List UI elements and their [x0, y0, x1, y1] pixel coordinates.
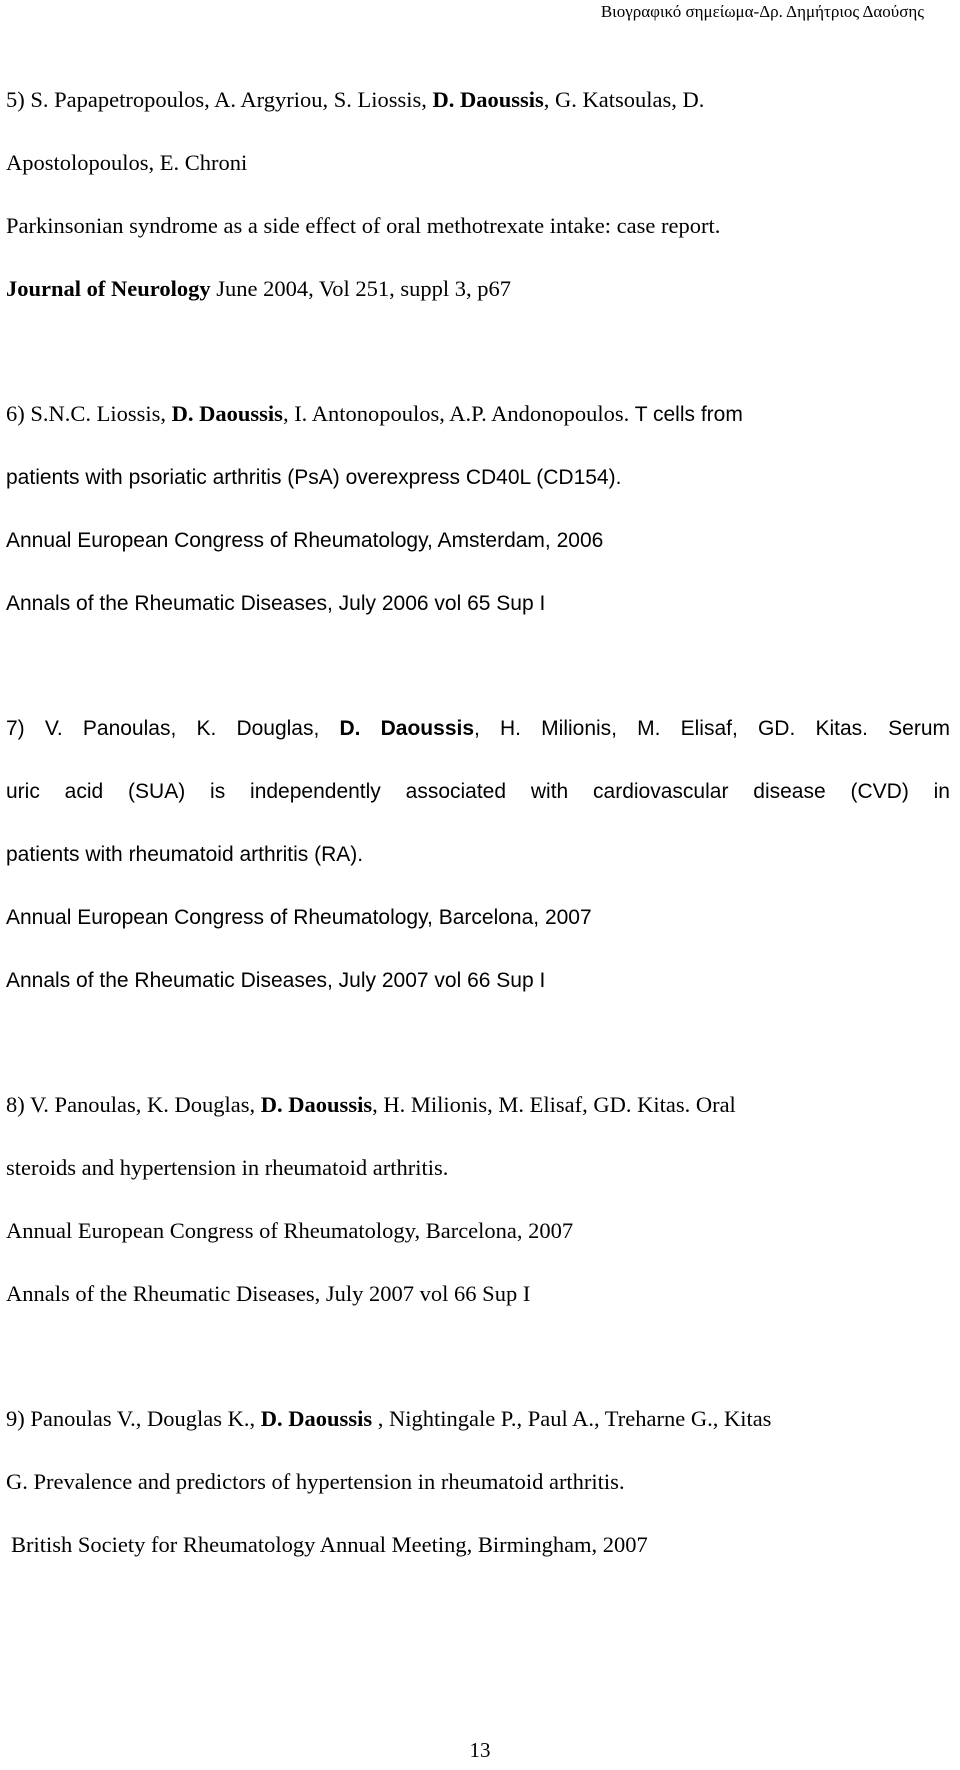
entry-line [6, 885, 950, 948]
publication-entry [6, 1073, 950, 1325]
entry-text: Annual European Congress of Rheumatology, Barcelona, 2007 [6, 1218, 574, 1243]
entry-text: 9) Panoulas V., Douglas K., [6, 1406, 261, 1431]
author-highlight: D. Daoussis [260, 1092, 373, 1117]
author-highlight: D. Daoussis [171, 401, 283, 426]
entry-text: , I. Antonopoulos, A.P. Andonopoulos. [282, 401, 630, 426]
entry-line [6, 696, 950, 759]
entry-text: 6) S.N.C. Liossis, [6, 401, 172, 426]
entry-line [6, 759, 950, 822]
entry-line [6, 1073, 950, 1136]
entry-text: Apostolopoulos, E. Chroni [6, 150, 248, 175]
entry-text: patients with rheumatoid arthritis (RA). [6, 843, 364, 866]
entry-line [6, 571, 950, 634]
entry-line [6, 1262, 950, 1325]
entry-text: Parkinsonian syndrome as a side effect of oral methotrexate intake: case report. [6, 213, 721, 238]
author-highlight: D. Daoussis [432, 87, 544, 112]
entry-text: G. Prevalence and predictors of hypertension in rheumatoid arthritis. [6, 1469, 625, 1494]
publication-entry [6, 382, 950, 634]
page-number: 13 [469, 1738, 491, 1762]
author-highlight: D. Daoussis [260, 1406, 373, 1431]
publication-entry [6, 1387, 950, 1576]
entry-text: Annals of the Rheumatic Diseases, July 2007 vol 66 Sup I [6, 969, 546, 992]
entry-text: , G. Katsoulas, D. [543, 87, 705, 112]
running-header: Βιογραφικό σημείωμα-Δρ. Δημήτριος Δαούσης [600, 2, 924, 21]
entry-text: uric acid (SUA) is independently associated with cardiovascular disease (CVD) in [6, 780, 950, 803]
entry-text: T cells from [629, 403, 743, 426]
entry-line [6, 194, 950, 257]
entry-text: patients with psoriatic arthritis (PsA) overexpress CD40L (CD154). [6, 466, 622, 489]
entry-line [6, 1199, 950, 1262]
author-highlight: Journal of Neurology [6, 276, 211, 301]
entry-line [6, 1513, 950, 1576]
entry-text: Annual European Congress of Rheumatology, Amsterdam, 2006 [6, 529, 604, 552]
entry-text: , H. Milionis, M. Elisaf, GD. Kitas. Oral [372, 1092, 736, 1117]
entry-text: , H. Milionis, M. Elisaf, GD. Kitas. Serum [474, 717, 950, 740]
entry-line [6, 1450, 950, 1513]
entry-text: steroids and hypertension in rheumatoid arthritis. [6, 1155, 449, 1180]
entry-line [6, 382, 950, 445]
author-highlight: D. Daoussis [339, 717, 475, 740]
entry-line [6, 1136, 950, 1199]
entry-text: June 2004, Vol 251, suppl 3, p67 [210, 276, 512, 301]
entry-text: 5) S. Papapetropoulos, A. Argyriou, S. Liossis, [6, 87, 433, 112]
entry-line [6, 131, 950, 194]
entry-text: 8) V. Panoulas, K. Douglas, [6, 1092, 261, 1117]
entry-text: British Society for Rheumatology Annual Meeting, Birmingham, 2007 [11, 1532, 648, 1557]
entry-text: , Nightingale P., Paul A., Treharne G., Kitas [372, 1406, 772, 1431]
publication-entry [6, 68, 950, 320]
entry-line [6, 68, 950, 131]
entry-line [6, 1387, 950, 1450]
entry-text: Annual European Congress of Rheumatology, Barcelona, 2007 [6, 906, 592, 929]
entry-line [6, 948, 950, 1011]
entry-text: Annals of the Rheumatic Diseases, July 2006 vol 65 Sup I [6, 592, 546, 615]
entry-line [6, 257, 950, 320]
entry-line [6, 822, 950, 885]
entry-text: Annals of the Rheumatic Diseases, July 2007 vol 66 Sup I [6, 1281, 531, 1306]
entry-line [6, 508, 950, 571]
entry-line [6, 445, 950, 508]
publication-list [6, 68, 950, 1576]
publication-entry [6, 696, 950, 1011]
entry-text: 7) V. Panoulas, K. Douglas, [6, 717, 340, 740]
